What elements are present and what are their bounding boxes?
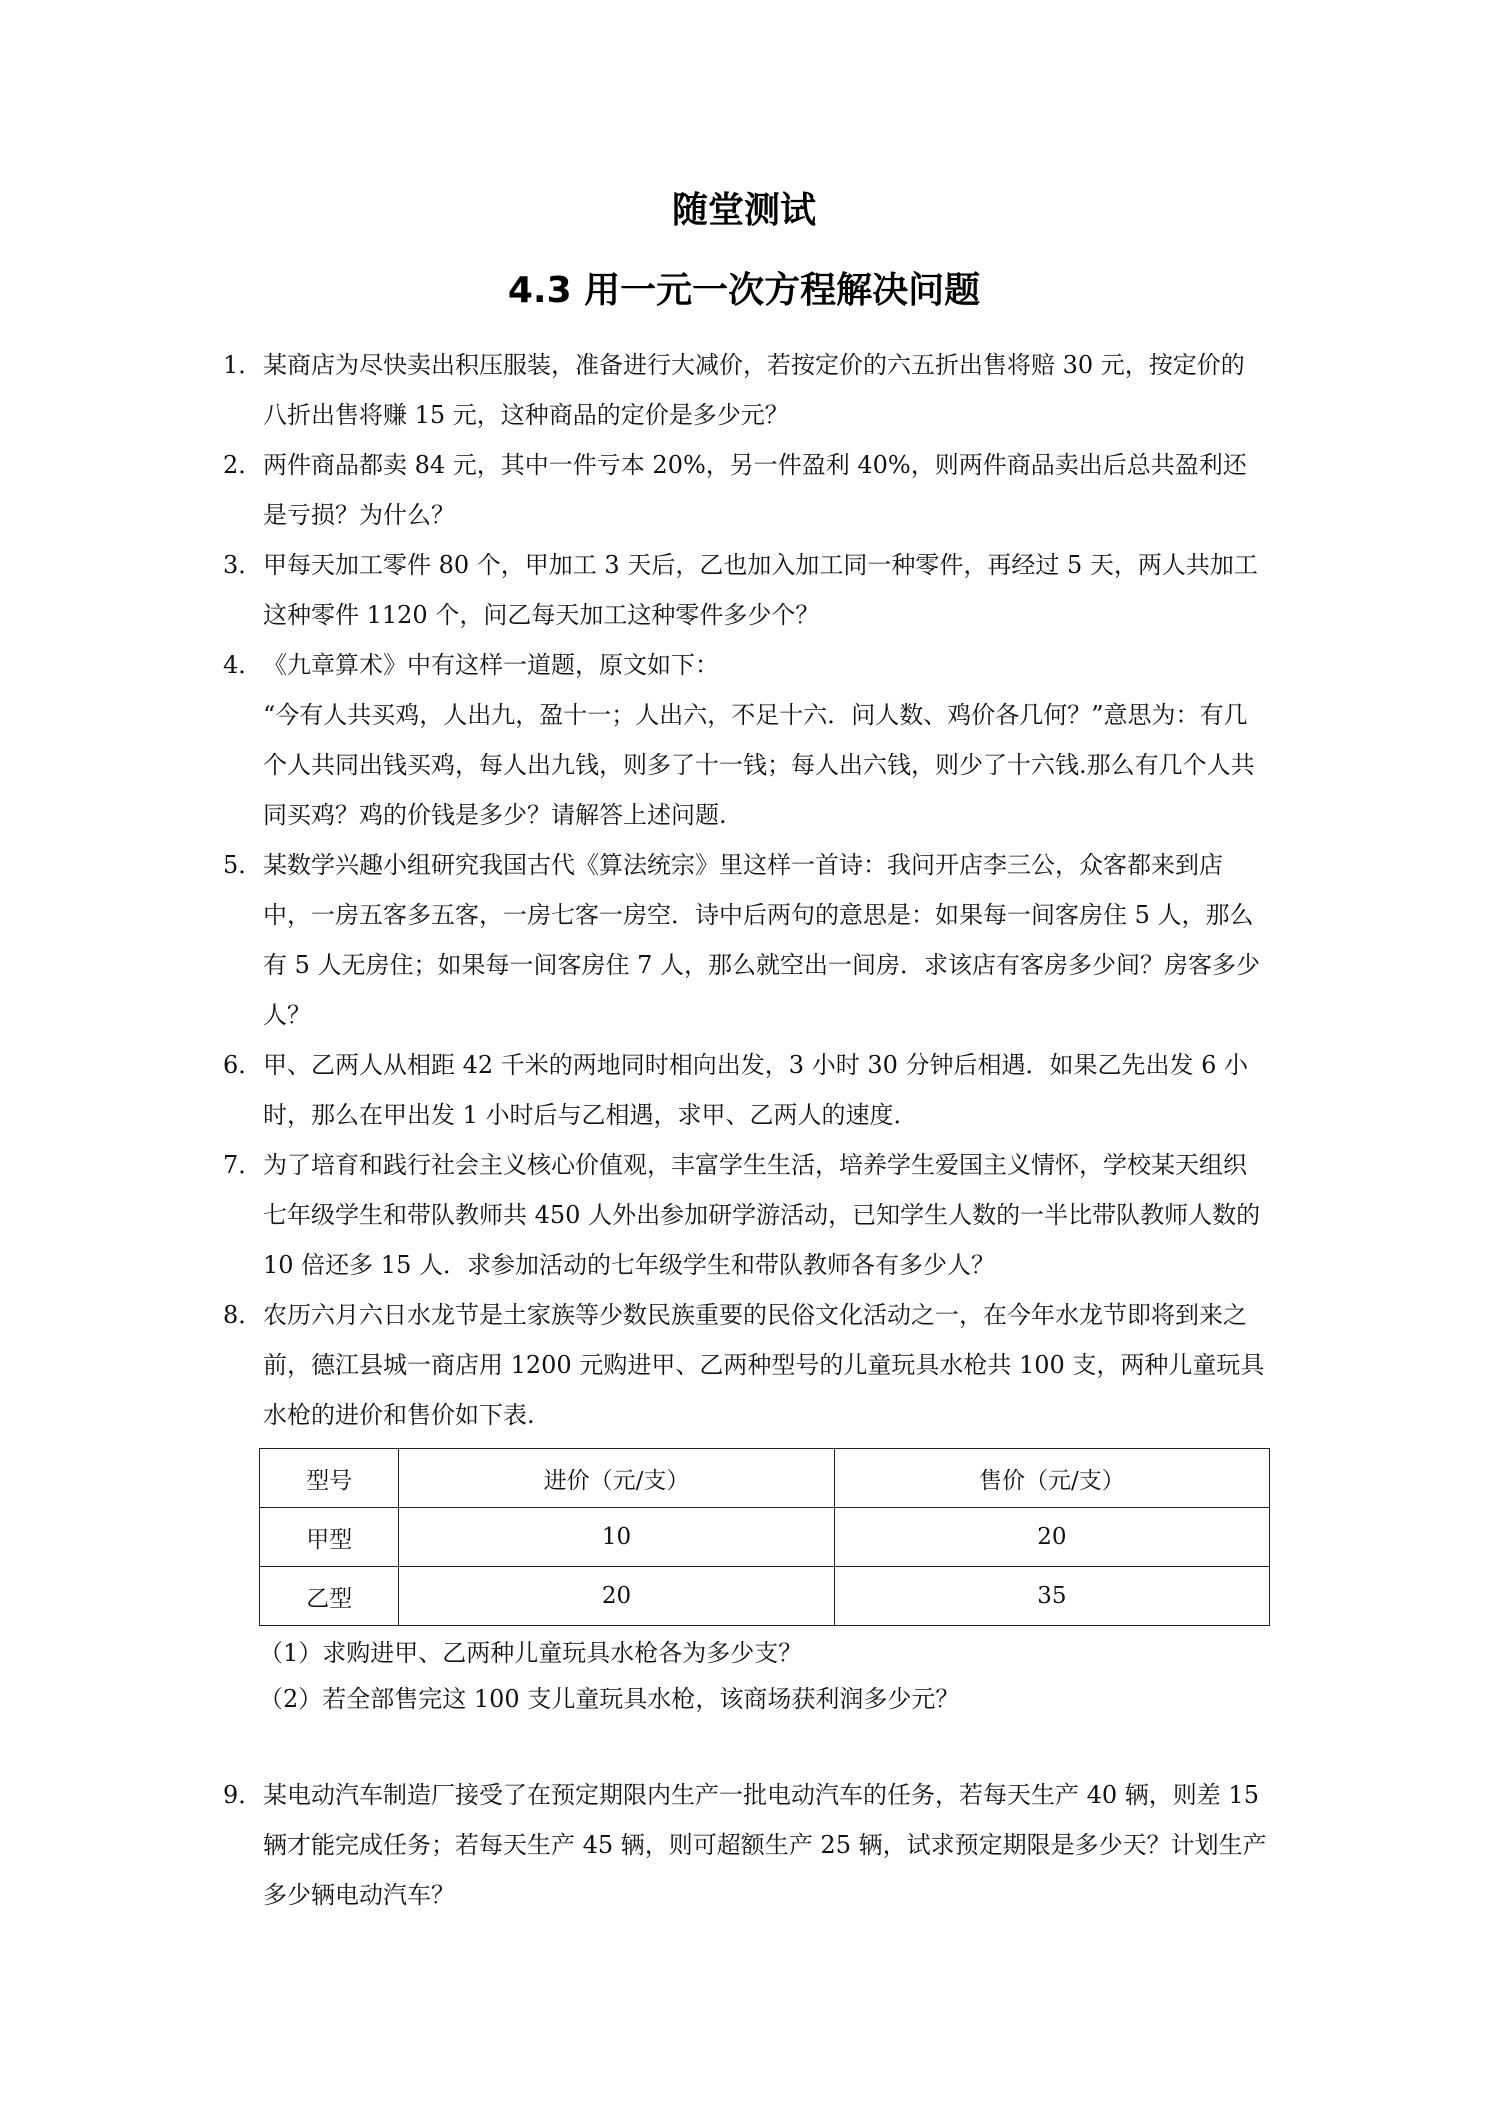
- problem-text: 甲、乙两人从相距 42 千米的两地同时相向出发，3 小时 30 分钟后相遇．如果乙先出发 6 小时，那么在甲出发 1 小时后与乙相遇，求甲、乙两人的速度．: [263, 1051, 1249, 1129]
- table-header-cell: 售价（元/支）: [834, 1449, 1269, 1508]
- problem-7: [223, 1140, 1267, 1290]
- problem-text: 为了培育和践行社会主义核心价值观，丰富学生生活，培养学生爱国主义情怀，学校某天组织七年级学生和带队教师共 450 人外出参加研学游活动，已知学生人数的一半比带队教师人数的 10 倍还多 15 人．求参加活动的七年级学生和带队教师各有多少人？: [263, 1151, 1261, 1279]
- problem-list: [223, 340, 1267, 1920]
- problem-text: 甲每天加工零件 80 个，甲加工 3 天后，乙也加入加工同一种零件，再经过 5 天，两人共加工这种零件 1120 个，问乙每天加工这种零件多少个？: [263, 551, 1258, 629]
- problem-1: [223, 340, 1267, 440]
- problem-number: 4．: [223, 651, 263, 679]
- problem-number: 5．: [223, 851, 263, 879]
- problem-number: 2．: [223, 451, 263, 479]
- table-cell: 20: [834, 1508, 1269, 1567]
- page-subtitle: 4.3 用一元一次方程解决问题: [507, 270, 981, 311]
- problem-number: 6．: [223, 1051, 263, 1079]
- spacer: [223, 1722, 1267, 1770]
- problem-8: [223, 1290, 1267, 1440]
- table-cell: 20: [399, 1567, 834, 1626]
- problem-6: [223, 1040, 1267, 1140]
- problem-text: 某商店为尽快卖出积压服装，准备进行大减价，若按定价的六五折出售将赔 30 元，按定价的八折出售将赚 15 元，这种商品的定价是多少元？: [263, 351, 1245, 429]
- subquestion-1: （1）求购进甲、乙两种儿童玩具水枪各为多少支？: [259, 1639, 803, 1667]
- price-table-wrap: [259, 1448, 1270, 1626]
- table-cell: 10: [399, 1508, 834, 1567]
- table-cell: 甲型: [260, 1508, 399, 1567]
- subquestion-2: （2）若全部售完这 100 支儿童玩具水枪，该商场获利润多少元？: [259, 1685, 960, 1713]
- page-title: 随堂测试: [671, 190, 816, 231]
- problem-text: 农历六月六日水龙节是土家族等少数民族重要的民俗文化活动之一，在今年水龙节即将到来之前，德江县城一商店用 1200 元购进甲、乙两种型号的儿童玩具水枪共 100 支，两种儿童玩具水枪的进价和售价如下表.: [263, 1301, 1265, 1429]
- price-table: [259, 1448, 1270, 1626]
- table-cell: 35: [834, 1567, 1269, 1626]
- problem-text: 某电动汽车制造厂接受了在预定期限内生产一批电动汽车的任务，若每天生产 40 辆，则差 15 辆才能完成任务；若每天生产 45 辆，则可超额生产 25 辆，试求预定期限是多少天？计划生产多少辆电动汽车？: [263, 1781, 1267, 1909]
- problem-number: 1．: [223, 351, 263, 379]
- problem-3: [223, 540, 1267, 640]
- problem-number: 9．: [223, 1781, 263, 1809]
- table-row: [260, 1508, 1270, 1567]
- table-cell: 乙型: [260, 1567, 399, 1626]
- problem-4: [223, 640, 1267, 840]
- problem-number: 3．: [223, 551, 263, 579]
- table-header-row: [260, 1449, 1270, 1508]
- problem-number: 7．: [223, 1151, 263, 1179]
- problem-quote: “今有人共买鸡，人出九，盈十一；人出六，不足十六．问人数、鸡价各几何？”意思为：有几个人共同出钱买鸡，每人出九钱，则多了十一钱；每人出六钱，则少了十六钱.那么有几个人共同买鸡？鸡的价钱是多少？请解答上述问题.: [263, 701, 1255, 829]
- problem-9: [223, 1770, 1267, 1920]
- table-header-cell: 型号: [260, 1449, 399, 1508]
- problem-2: [223, 440, 1267, 540]
- table-header-cell: 进价（元/支）: [399, 1449, 834, 1508]
- problem-text: 两件商品都卖 84 元，其中一件亏本 20%，另一件盈利 40%，则两件商品卖出后总共盈利还是亏损？为什么？: [263, 451, 1247, 529]
- problem-number: 8．: [223, 1301, 263, 1329]
- problem-text: 《九章算术》中有这样一道题，原文如下：: [263, 651, 719, 679]
- problem-5: [223, 840, 1267, 1040]
- problem-text: 某数学兴趣小组研究我国古代《算法统宗》里这样一首诗：我问开店李三公，众客都来到店中，一房五客多五客，一房七客一房空．诗中后两句的意思是：如果每一间客房住 5 人，那么有 5 人无房住；如果每一间客房住 7 人，那么就空出一间房．求该店有客房多少间？房客多少人？: [263, 851, 1261, 1029]
- table-row: [260, 1567, 1270, 1626]
